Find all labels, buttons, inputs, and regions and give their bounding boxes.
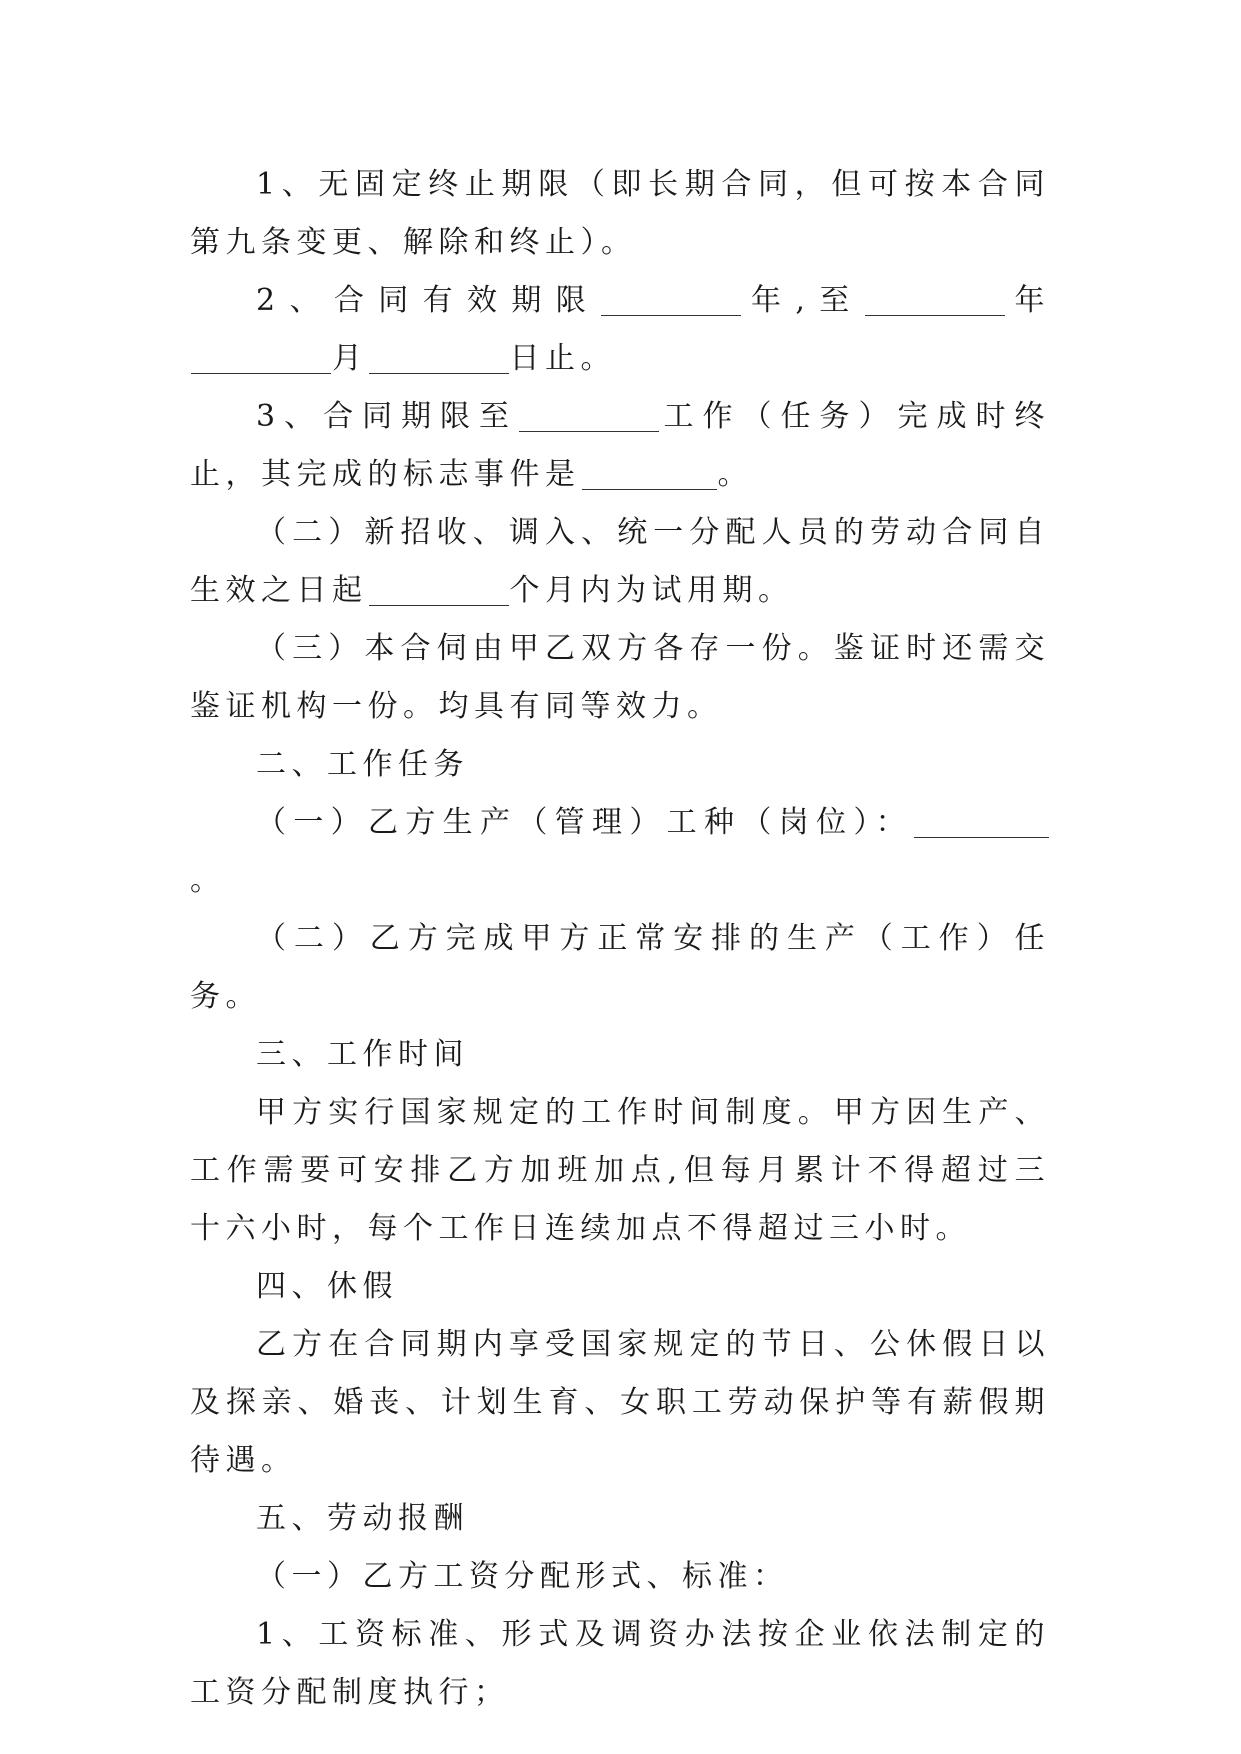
blank-underline: [519, 401, 659, 432]
section-heading-text: 三、工作时间: [256, 1037, 469, 1072]
section-heading-text: 二、工作任务: [256, 747, 469, 782]
pay-form-paragraph: [190, 1548, 1050, 1606]
paragraph-text: 3、合同期限至: [256, 399, 519, 434]
section-heading-text: 四、休假: [256, 1269, 398, 1304]
paragraph-text: 日止。: [509, 341, 616, 376]
paragraph-text: 个月内为试用期。: [509, 573, 794, 608]
probation-paragraph: [190, 504, 1050, 620]
section-heading-leave: [190, 1258, 1050, 1316]
leave-paragraph: [190, 1316, 1050, 1490]
pay-standard-paragraph: [190, 1606, 1050, 1722]
paragraph-text: 月: [332, 341, 368, 376]
section-heading-work-hours: [190, 1026, 1050, 1084]
document-body: [190, 156, 1050, 1722]
task-duty-paragraph: [190, 910, 1050, 1026]
blank-underline: [369, 343, 509, 374]
work-hours-paragraph: [190, 1084, 1050, 1258]
paragraph-text: （三）本合伺由甲乙双方各存一份。鉴证时还需交鉴证机构一份。均具有同等效力。: [190, 631, 1050, 724]
paragraph-text: 1、工资标准、形式及调资办法按企业依法制定的工资分配制度执行；: [190, 1617, 1050, 1710]
term-task-paragraph: [190, 388, 1050, 504]
paragraph-text: 年,至: [742, 283, 864, 318]
blank-underline: [914, 807, 1049, 838]
paragraph-text: （二）乙方完成甲方正常安排的生产（工作）任务。: [190, 921, 1050, 1014]
section-heading-text: 五、劳动报酬: [256, 1501, 469, 1536]
paragraph-text: （一）乙方生产（管理）工种（岗位）：: [256, 805, 913, 840]
paragraph-text: （一）乙方工资分配形式、标准：: [256, 1559, 789, 1594]
blank-underline: [369, 575, 509, 606]
paragraph-text: 甲方实行国家规定的工作时间制度。甲方因生产、工作需要可安排乙方加班加点,但每月累计不得超过三十六小时，每个工作日连续加点不得超过三小时。: [190, 1095, 1050, 1246]
blank-underline: [191, 343, 331, 374]
copies-paragraph: [190, 620, 1050, 736]
paragraph-text: 。: [190, 863, 226, 898]
section-heading-pay: [190, 1490, 1050, 1548]
term-indefinite-paragraph: [190, 156, 1050, 272]
paragraph-text: 。: [717, 457, 753, 492]
blank-underline: [582, 459, 717, 490]
blank-underline: [601, 285, 741, 316]
blank-underline: [865, 285, 1005, 316]
task-position-paragraph: [190, 794, 1050, 910]
paragraph-text: 2、合同有效期限: [256, 283, 601, 318]
paragraph-text: 1、无固定终止期限（即长期合同，但可按本合同第九条变更、解除和终止）。: [190, 167, 1050, 260]
section-heading-work-tasks: [190, 736, 1050, 794]
term-fixed-paragraph: [190, 272, 1050, 388]
paragraph-text: （二）新招收、调入、统一分配人员的劳动合同自生效之日起: [190, 515, 1050, 608]
paragraph-text: 年: [1005, 283, 1050, 318]
paragraph-text: 工作（任务）完成时终止，其完成的标志事件是: [190, 399, 1051, 492]
paragraph-text: 乙方在合同期内享受国家规定的节日、公休假日以及探亲、婚丧、计划生育、女职工劳动保护等有薪假期待遇。: [190, 1327, 1050, 1478]
